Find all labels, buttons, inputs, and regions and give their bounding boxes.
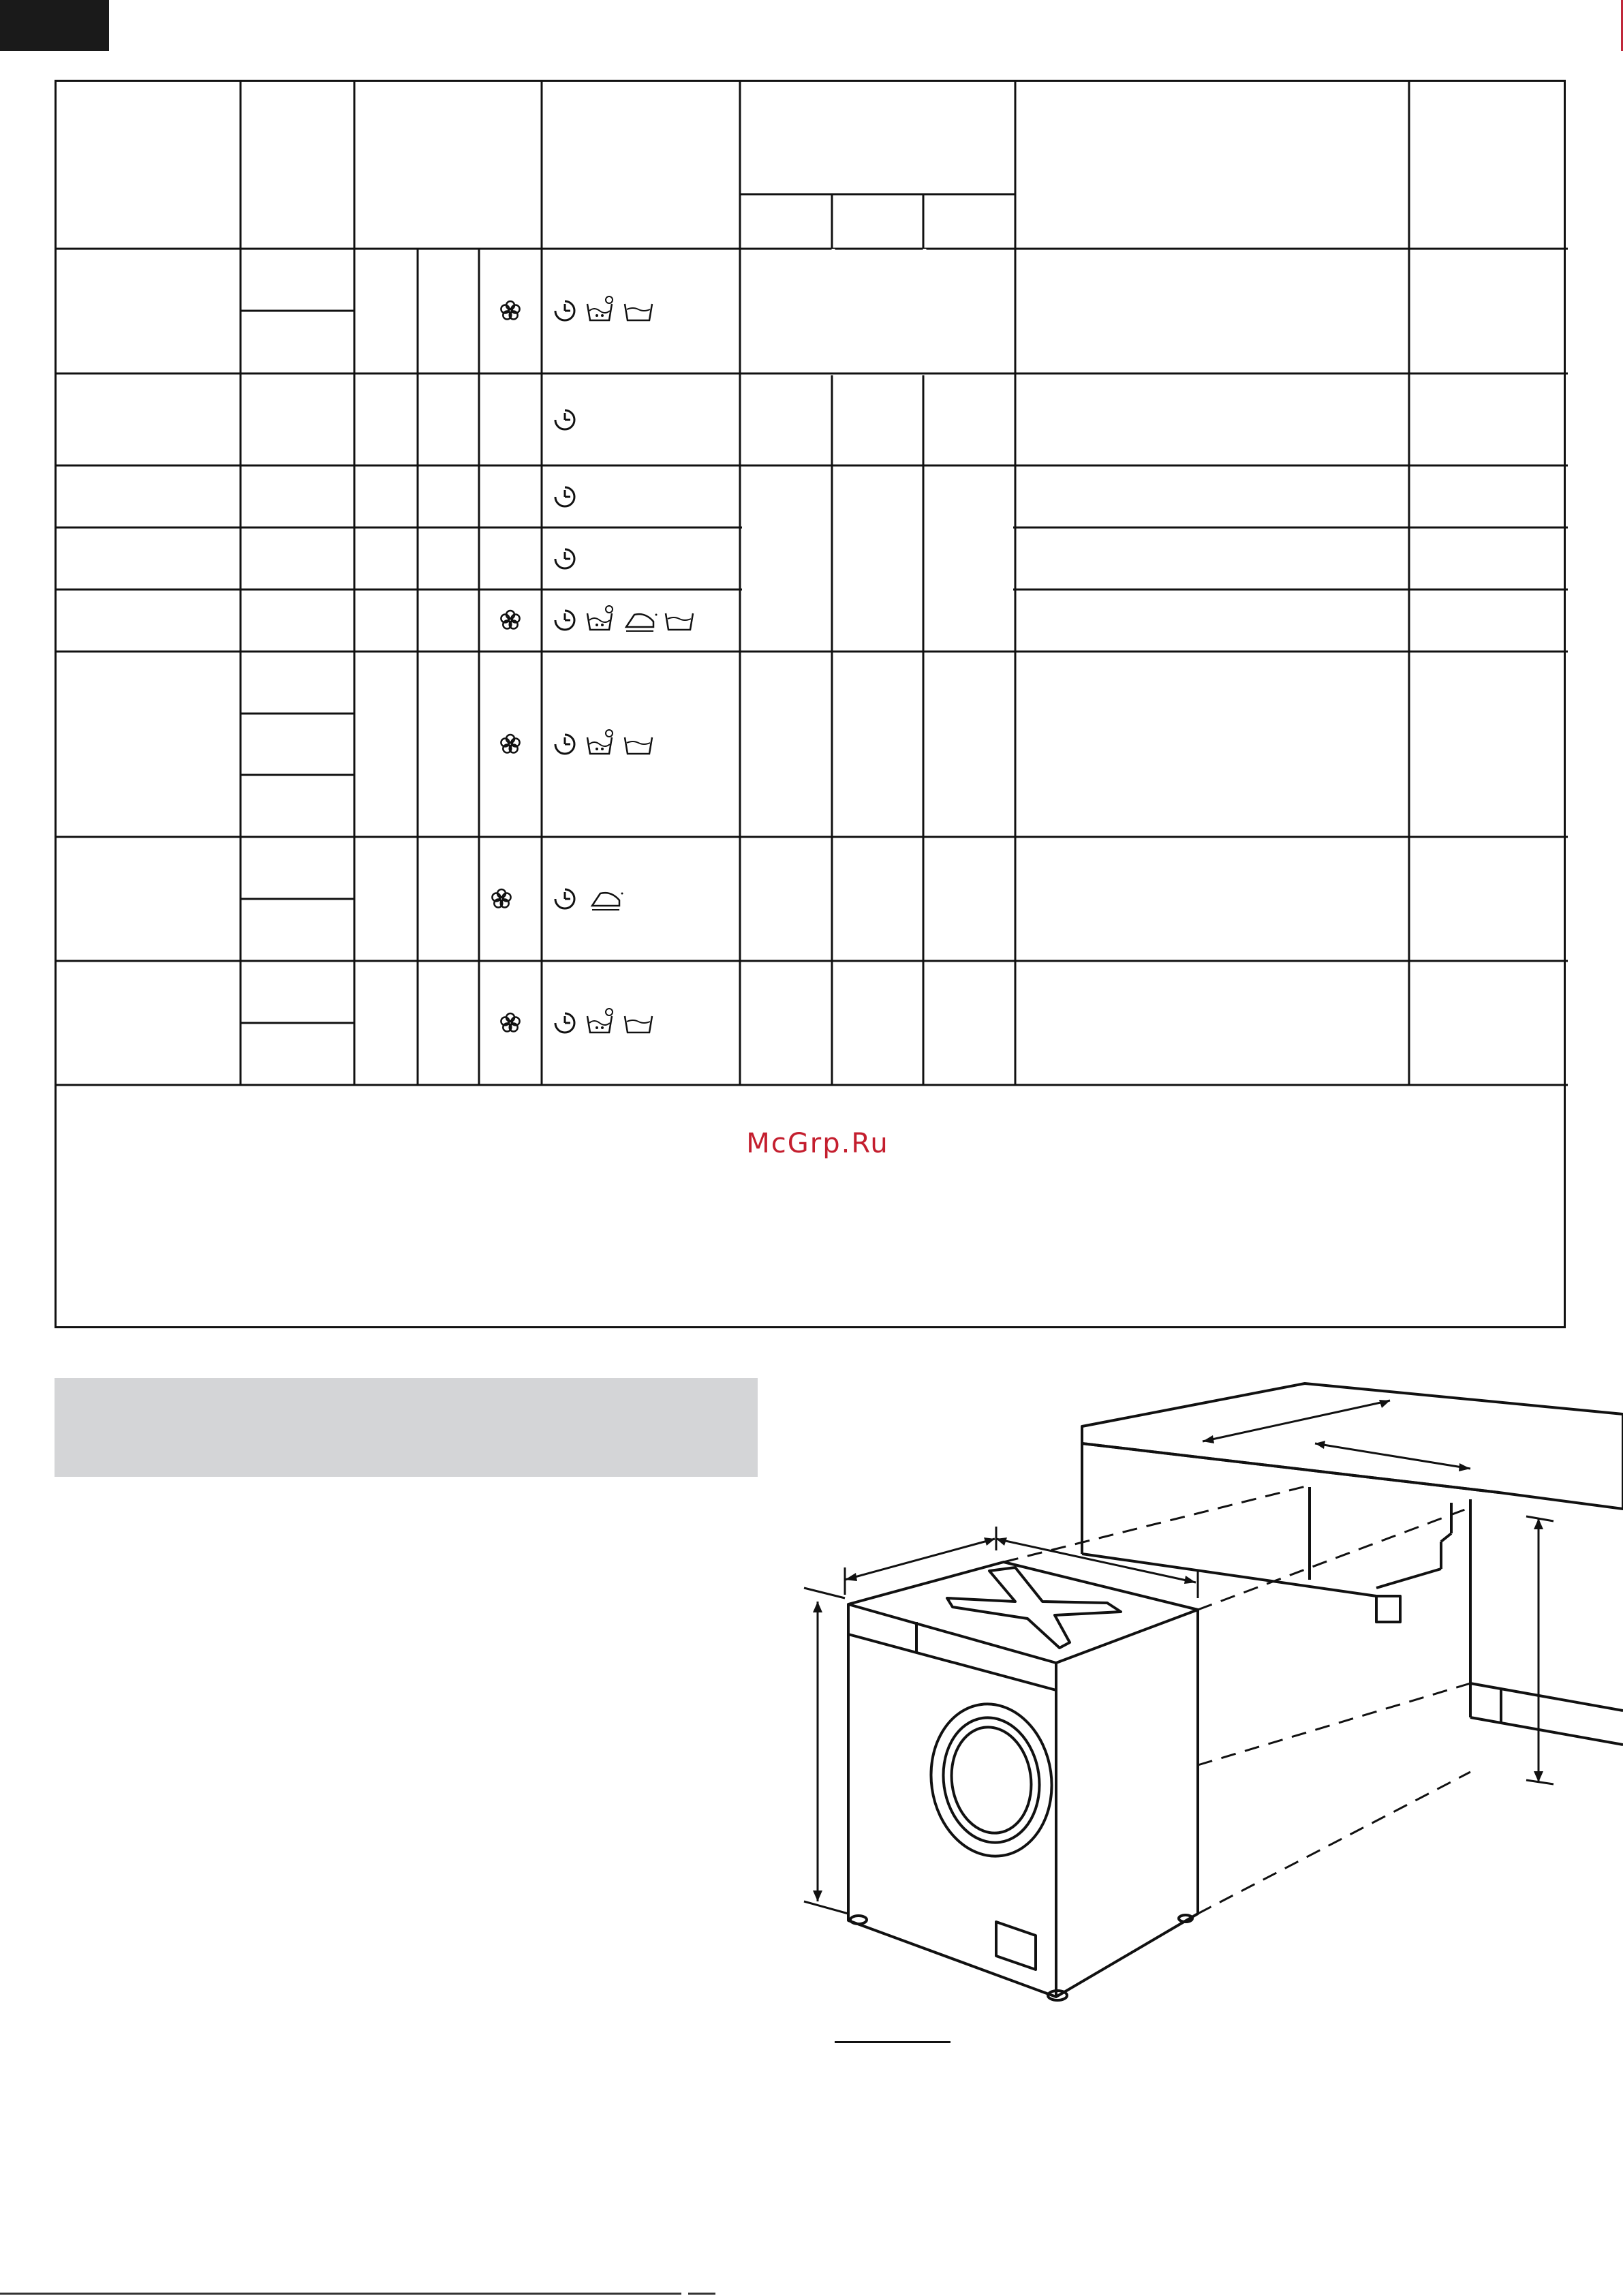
flower-icon bbox=[501, 735, 519, 753]
wash-tub-icon bbox=[625, 304, 652, 320]
watermark: McGrp.Ru bbox=[746, 1128, 889, 1159]
footer-rule-short bbox=[688, 2293, 715, 2295]
timer-icon bbox=[555, 410, 574, 429]
timer-icon bbox=[555, 611, 574, 630]
caption-rule bbox=[835, 2041, 950, 2043]
prewash-tub-icon bbox=[587, 1009, 613, 1032]
wash-tub-icon bbox=[625, 737, 652, 754]
footer-rule bbox=[0, 2293, 681, 2295]
flower-icon bbox=[501, 301, 519, 320]
flower-icon bbox=[492, 889, 510, 908]
timer-icon bbox=[555, 889, 574, 908]
iron-icon bbox=[626, 614, 658, 632]
flower-icon bbox=[501, 1013, 519, 1032]
prewash-tub-icon bbox=[587, 606, 613, 630]
timer-icon bbox=[555, 487, 574, 506]
section-banner bbox=[55, 1378, 758, 1477]
flower-icon bbox=[501, 611, 519, 629]
wash-tub-icon bbox=[666, 613, 693, 630]
installation-diagram bbox=[749, 1363, 1623, 2072]
iron-icon bbox=[592, 893, 623, 910]
prewash-tub-icon bbox=[587, 296, 613, 320]
page-corner-tab bbox=[0, 0, 109, 51]
timer-icon bbox=[555, 1013, 574, 1032]
timer-icon bbox=[555, 301, 574, 320]
prewash-tub-icon bbox=[587, 730, 613, 754]
timer-icon bbox=[555, 735, 574, 754]
timer-icon bbox=[555, 549, 574, 568]
washing-machine-installation-icon bbox=[749, 1363, 1623, 2072]
wash-tub-icon bbox=[625, 1016, 652, 1032]
